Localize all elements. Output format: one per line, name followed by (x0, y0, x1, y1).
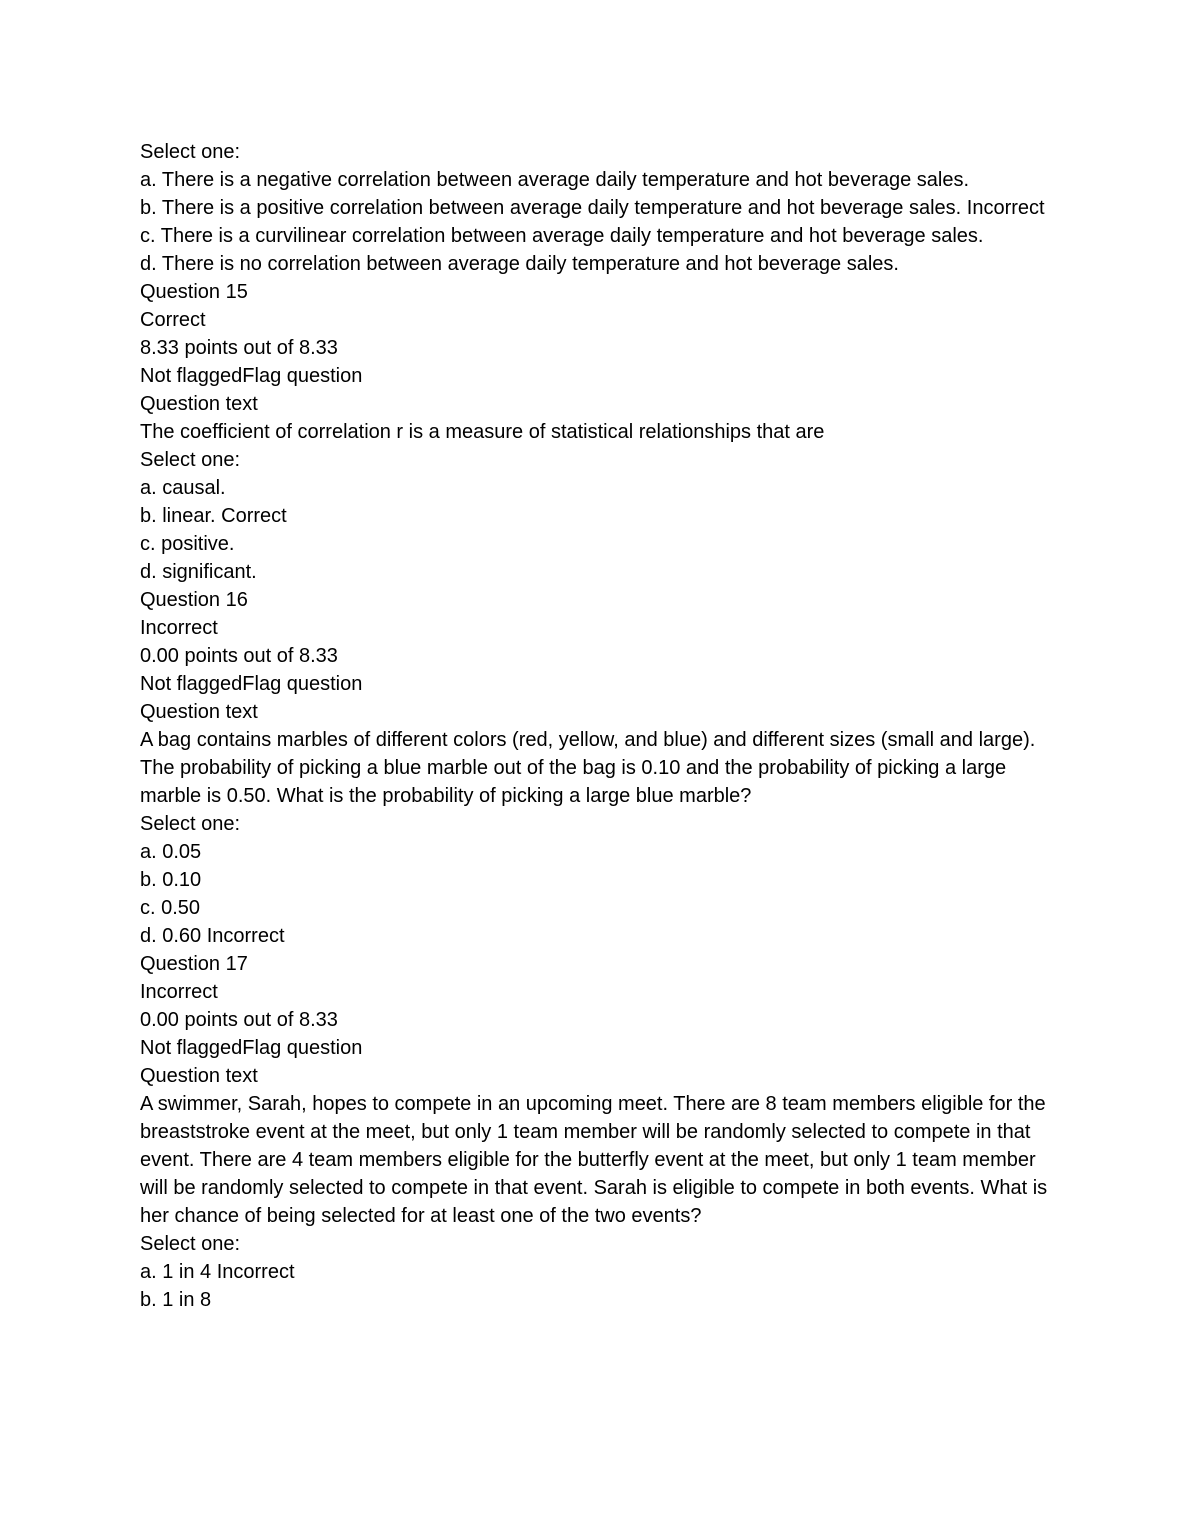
paragraph: Question 17 (140, 953, 248, 975)
paragraph: d. There is no correlation between average daily temperature and hot beverage sales. (140, 253, 899, 275)
paragraph: a. There is a negative correlation between average daily temperature and hot beverage sales. (140, 169, 970, 191)
paragraph: Question 16 (140, 589, 248, 611)
paragraph: c. There is a curvilinear correlation between average daily temperature and hot beverage sales. (140, 225, 984, 247)
paragraph: Select one: (140, 813, 241, 835)
paragraph: a. 0.05 (140, 841, 202, 863)
paragraph: Correct (140, 309, 206, 331)
paragraph: Not flaggedFlag question (140, 365, 363, 387)
paragraph: Incorrect (140, 981, 218, 1003)
paragraph: A bag contains marbles of different colors (red, yellow, and blue) and different sizes (small and large). The probability of picking a blue marble out of the bag is 0.10 and the probability of picking a large marble is 0.50. What is the probability of picking a large blue marble? (140, 729, 1036, 807)
paragraph: d. significant. (140, 561, 257, 583)
paragraph: Question text (140, 701, 258, 723)
paragraph: Select one: (140, 1233, 241, 1255)
paragraph: a. causal. (140, 477, 226, 499)
paragraph: d. 0.60 Incorrect (140, 925, 285, 947)
paragraph: c. positive. (140, 533, 235, 555)
paragraph: Question text (140, 393, 258, 415)
paragraph: 0.00 points out of 8.33 (140, 1009, 338, 1031)
paragraph: b. There is a positive correlation between average daily temperature and hot beverage sales. Incorrect (140, 197, 1045, 219)
paragraph: Select one: (140, 449, 241, 471)
paragraph: b. 0.10 (140, 869, 202, 891)
paragraph: Select one: (140, 141, 241, 163)
paragraph: c. 0.50 (140, 897, 201, 919)
paragraph: A swimmer, Sarah, hopes to compete in an upcoming meet. There are 8 team members eligible for the breaststroke event at the meet, but only 1 team member will be randomly selected to compete in that event. There are 4 team members eligible for the butterfly event at the meet, but only 1 team member will be randomly selected to compete in that event. Sarah is eligible to compete in both events. What is her chance of being selected for at least one of the two events? (140, 1093, 1048, 1227)
paragraph: Question text (140, 1065, 258, 1087)
paragraph: 8.33 points out of 8.33 (140, 337, 338, 359)
paragraph: b. 1 in 8 (140, 1289, 212, 1311)
paragraph: Question 15 (140, 281, 248, 303)
paragraph: b. linear. Correct (140, 505, 287, 527)
paragraph: Incorrect (140, 617, 218, 639)
paragraph: Not flaggedFlag question (140, 673, 363, 695)
paragraph: 0.00 points out of 8.33 (140, 645, 338, 667)
paragraph: a. 1 in 4 Incorrect (140, 1261, 295, 1283)
paragraph: Not flaggedFlag question (140, 1037, 363, 1059)
paragraph: The coefficient of correlation r is a measure of statistical relationships that are (140, 421, 825, 443)
quiz-review-text (140, 138, 1054, 1314)
